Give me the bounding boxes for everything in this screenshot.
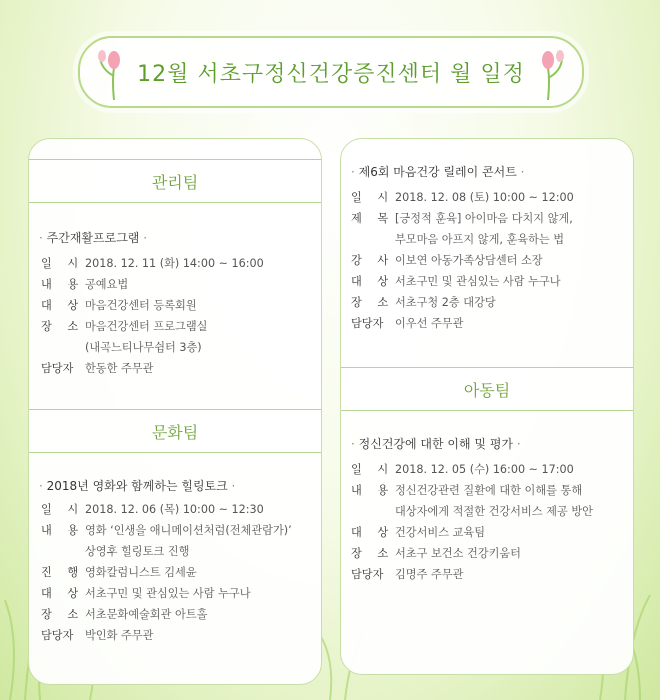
detail-label: 대 상 — [351, 526, 395, 539]
detail-value: 이보연 아동가족상담센터 소장 — [395, 254, 543, 267]
detail-value: 공예요법 — [85, 278, 129, 291]
detail-row — [351, 208, 574, 229]
team-header-management: 관리팀 — [29, 159, 321, 203]
detail-row — [351, 459, 593, 480]
detail-value: 서초구민 및 관심있는 사람 누구나 — [395, 275, 561, 288]
detail-label: 제 목 — [351, 212, 395, 225]
detail-value: 2018. 12. 08 (토) 10:00 ~ 12:00 — [395, 191, 574, 204]
page-title-banner — [78, 36, 584, 108]
schedule-details — [41, 499, 292, 646]
detail-label: 장 소 — [41, 608, 85, 621]
bullet-dot: · — [39, 479, 47, 493]
detail-value: 서초문화예술회관 아트홀 — [85, 608, 208, 621]
detail-row — [41, 337, 264, 358]
detail-value: 건강서비스 교육팀 — [395, 526, 486, 539]
page-title: 12월 서초구정신건강증진센터 월 일정 — [137, 61, 525, 87]
detail-label: 장 소 — [351, 547, 395, 560]
detail-row — [351, 543, 593, 564]
team-header-culture: 문화팀 — [29, 409, 321, 453]
bullet-dot: · — [516, 165, 525, 179]
detail-value: 정신건강관련 질환에 대한 이해를 통해 — [395, 484, 583, 497]
detail-row — [351, 229, 574, 250]
detail-value: 마음건강센터 등록회원 — [85, 299, 197, 312]
bullet-dot: · — [513, 437, 521, 451]
detail-value: 영화칼럼니스트 김세윤 — [85, 566, 197, 579]
detail-value: 2018. 12. 11 (화) 14:00 ~ 16:00 — [85, 257, 264, 270]
detail-value: 영화 ‘인생을 애니메이션처럼(전체관람가)’ — [85, 524, 292, 537]
program-title — [351, 435, 521, 452]
detail-row — [351, 271, 574, 292]
detail-value: [긍정적 훈육] 아이마음 다치지 않게, — [395, 212, 573, 225]
detail-label: 대 상 — [41, 299, 85, 312]
detail-label: 내 용 — [351, 484, 395, 497]
team-header-children: 아동팀 — [341, 367, 633, 411]
detail-value: 2018. 12. 06 (목) 10:00 ~ 12:30 — [85, 503, 264, 516]
detail-label: 일 시 — [41, 503, 85, 516]
detail-label: 일 시 — [351, 191, 395, 204]
detail-label: 담당자 — [41, 629, 74, 642]
detail-row — [41, 541, 292, 562]
detail-value: 박인화 주무관 — [85, 629, 154, 642]
detail-value: 부모마음 아프지 않게, 훈육하는 법 — [395, 233, 565, 246]
detail-label: 내 용 — [41, 524, 85, 537]
detail-row — [41, 604, 292, 625]
detail-value: 서초구청 2층 대강당 — [395, 296, 496, 309]
detail-value: 상영후 힐링토크 진행 — [85, 545, 190, 558]
right-schedule-card — [340, 138, 634, 675]
program-name: 2018년 영화와 함께하는 힐링토크 — [46, 479, 228, 493]
detail-label: 일 시 — [41, 257, 85, 270]
detail-row — [351, 480, 593, 501]
detail-value: 한동한 주무관 — [85, 362, 154, 375]
program-title — [351, 163, 524, 180]
detail-row — [41, 316, 264, 337]
tulip-icon — [94, 46, 134, 100]
detail-row — [41, 562, 292, 583]
left-schedule-card — [28, 138, 322, 685]
detail-label: 담당자 — [351, 568, 384, 581]
detail-label: 담당자 — [41, 362, 74, 375]
detail-row — [351, 501, 593, 522]
detail-row — [41, 625, 292, 646]
detail-label: 강 사 — [351, 254, 395, 267]
program-name: 제6회 마음건강 릴레이 콘서트 — [358, 165, 517, 179]
detail-row — [41, 274, 264, 295]
detail-label: 대 상 — [41, 587, 85, 600]
detail-value: 김명주 주무관 — [395, 568, 464, 581]
schedule-details — [351, 459, 593, 585]
detail-label — [351, 501, 395, 522]
detail-label: 대 상 — [351, 275, 395, 288]
detail-label: 진 행 — [41, 566, 85, 579]
detail-label: 내 용 — [41, 278, 85, 291]
bullet-dot: · — [227, 479, 236, 493]
detail-label: 장 소 — [41, 320, 85, 333]
detail-label: 담당자 — [351, 317, 384, 330]
detail-value: 서초구민 및 관심있는 사람 누구나 — [85, 587, 251, 600]
bullet-dot: · — [351, 165, 359, 179]
detail-row — [41, 253, 264, 274]
detail-label: 일 시 — [351, 463, 395, 476]
bullet-dot: · — [139, 231, 148, 245]
detail-row — [351, 250, 574, 271]
program-title — [39, 229, 147, 246]
detail-row — [41, 583, 292, 604]
detail-value: 대상자에게 적절한 건강서비스 제공 방안 — [395, 505, 593, 518]
detail-label: 장 소 — [351, 296, 395, 309]
detail-value: (내곡느티나무쉼터 3층) — [85, 341, 202, 354]
bullet-dot: · — [351, 437, 359, 451]
detail-row — [351, 292, 574, 313]
schedule-details — [351, 187, 574, 334]
detail-row — [41, 358, 264, 379]
detail-row — [351, 522, 593, 543]
program-name: 정신건강에 대한 이해 및 평가 — [358, 437, 514, 451]
schedule-details — [41, 253, 264, 379]
detail-label — [41, 337, 85, 358]
detail-row — [351, 187, 574, 208]
detail-label — [41, 541, 85, 562]
program-title — [39, 477, 235, 494]
detail-value: 이우선 주무관 — [395, 317, 464, 330]
detail-row — [351, 313, 574, 334]
detail-value: 마음건강센터 프로그램실 — [85, 320, 208, 333]
detail-row — [41, 520, 292, 541]
detail-value: 서초구 보건소 건강키움터 — [395, 547, 521, 560]
detail-row — [41, 499, 292, 520]
program-name: 주간재활프로그램 — [46, 231, 140, 245]
detail-row — [351, 564, 593, 585]
detail-label — [351, 229, 395, 250]
tulip-icon — [528, 46, 568, 100]
detail-value: 2018. 12. 05 (수) 16:00 ~ 17:00 — [395, 463, 574, 476]
bullet-dot: · — [39, 231, 47, 245]
detail-row — [41, 295, 264, 316]
